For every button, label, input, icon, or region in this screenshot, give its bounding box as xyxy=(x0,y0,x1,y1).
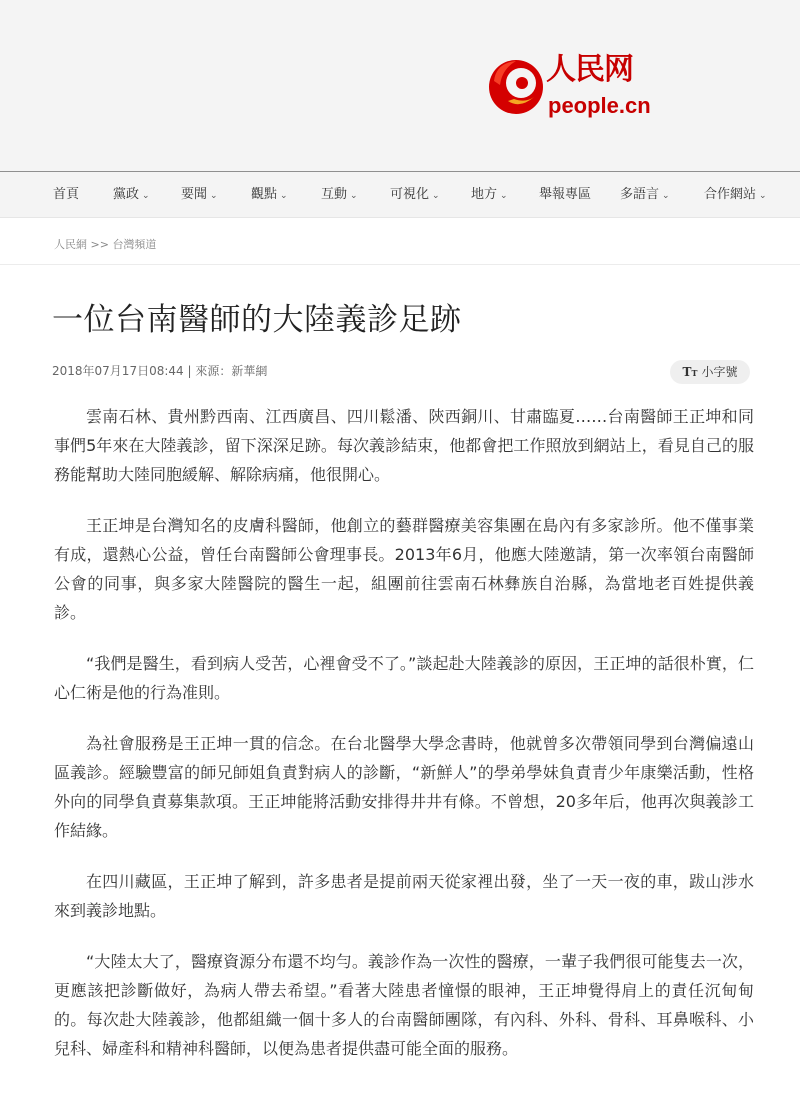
nav-item-label: 互動 xyxy=(321,187,348,202)
nav-item-label: 舉報專區 xyxy=(539,187,592,202)
nav-item-label: 要聞 xyxy=(181,187,208,202)
chevron-down-icon: ⌄ xyxy=(142,191,150,201)
nav-item-label: 觀點 xyxy=(251,187,278,202)
nav-item[interactable] xyxy=(53,172,79,217)
chevron-down-icon: ⌄ xyxy=(500,191,508,201)
chevron-down-icon: ⌄ xyxy=(210,191,218,201)
nav-item-label: 首頁 xyxy=(53,187,80,202)
chevron-down-icon: ⌄ xyxy=(350,191,358,201)
nav-item[interactable] xyxy=(390,172,440,217)
breadcrumb-channel[interactable]: 台灣頻道 xyxy=(112,238,157,251)
breadcrumb-home[interactable]: 人民網 xyxy=(54,238,87,251)
nav-item-label: 合作網站 xyxy=(704,187,757,202)
article-meta: 2018年07月17日08:44 | 來源：新華網 xyxy=(52,364,268,378)
nav-item[interactable] xyxy=(251,172,288,217)
font-size-toggle-button[interactable] xyxy=(670,360,750,384)
breadcrumb xyxy=(54,236,156,252)
nav-item[interactable] xyxy=(620,172,670,217)
nav-item-label: 地方 xyxy=(471,187,498,202)
font-size-icon: TT xyxy=(682,365,698,379)
page-title: 一位台南醫師的大陸義診足跡 xyxy=(52,302,462,338)
nav-item[interactable] xyxy=(113,172,150,217)
nav-item[interactable] xyxy=(321,172,358,217)
article-paragraph: “我們是醫生，看到病人受苦，心裡會受不了。”談起赴大陸義診的原因，王正坤的話很朴實，仁心仁術是他的行為准則。 xyxy=(54,654,754,702)
nav-item-label: 黨政 xyxy=(113,187,140,202)
chevron-down-icon: ⌄ xyxy=(662,191,670,201)
nav-item[interactable] xyxy=(539,172,591,217)
nav-item-label: 多語言 xyxy=(620,187,660,202)
divider xyxy=(0,264,800,265)
article-paragraph: 雲南石林、貴州黔西南、江西廣昌、四川鬆潘、陝西銅川、甘肅臨夏……台南醫師王正坤和同事們5年來在大陸義診，留下深深足跡。每次義診結束，他都會把工作照放到網站上，看見自己的服務能幫助大陸同胞緩解、解除病痛，他很開心。 xyxy=(54,407,754,484)
chevron-down-icon: ⌄ xyxy=(759,191,767,201)
nav-item[interactable] xyxy=(181,172,218,217)
chevron-down-icon: ⌄ xyxy=(280,191,288,201)
article-paragraph: “大陸太大了，醫療資源分布還不均勻。義診作為一次性的醫療，一輩子我們很可能隻去一次，更應該把診斷做好，為病人帶去希望。”看著大陸患者憧憬的眼神，王正坤覺得肩上的責任沉甸甸的。每次赴大陸義診，他都組織一個十多人的台南醫師團隊，有內科、外科、骨科、耳鼻喉科、小兒科、婦產科和精神科醫師，以便為患者提供盡可能全面的服務。 xyxy=(54,952,754,1058)
font-size-label: 小字號 xyxy=(701,365,738,379)
article-paragraph: 王正坤是台灣知名的皮膚科醫師，他創立的藝群醫療美容集團在島內有多家診所。他不僅事業有成，還熱心公益，曾任台南醫師公會理事長。2013年6月，他應大陸邀請，第一次率領台南醫師公會的同事，與多家大陸醫院的醫生一起，組團前往雲南石林彝族自治縣，為當地老百姓提供義診。 xyxy=(54,516,754,622)
article-paragraph: 為社會服務是王正坤一貫的信念。在台北醫學大學念書時，他就曾多次帶領同學到台灣偏遠山區義診。經驗豐富的師兄師姐負責對病人的診斷，“新鮮人”的學弟學妹負責青少年康樂活動，性格外向的同學負責募集款項。王正坤能將活動安排得井井有條。不曾想，20多年后，他再次與義診工作結緣。 xyxy=(54,734,754,840)
nav-item-label: 可視化 xyxy=(390,187,430,202)
main-nav xyxy=(0,172,800,218)
site-header xyxy=(0,0,800,172)
article-paragraph: 在四川藏區，王正坤了解到，許多患者是提前兩天從家裡出發，坐了一天一夜的車，跋山涉水來到義診地點。 xyxy=(54,872,754,920)
breadcrumb-separator: >> xyxy=(90,238,109,251)
article-body xyxy=(54,402,754,1085)
nav-item[interactable] xyxy=(704,172,767,217)
nav-item[interactable] xyxy=(471,172,508,217)
chevron-down-icon: ⌄ xyxy=(432,191,440,201)
logo-wordmark[interactable]: 人民网 xyxy=(546,52,633,87)
logo-domain[interactable]: people.cn xyxy=(548,93,651,118)
